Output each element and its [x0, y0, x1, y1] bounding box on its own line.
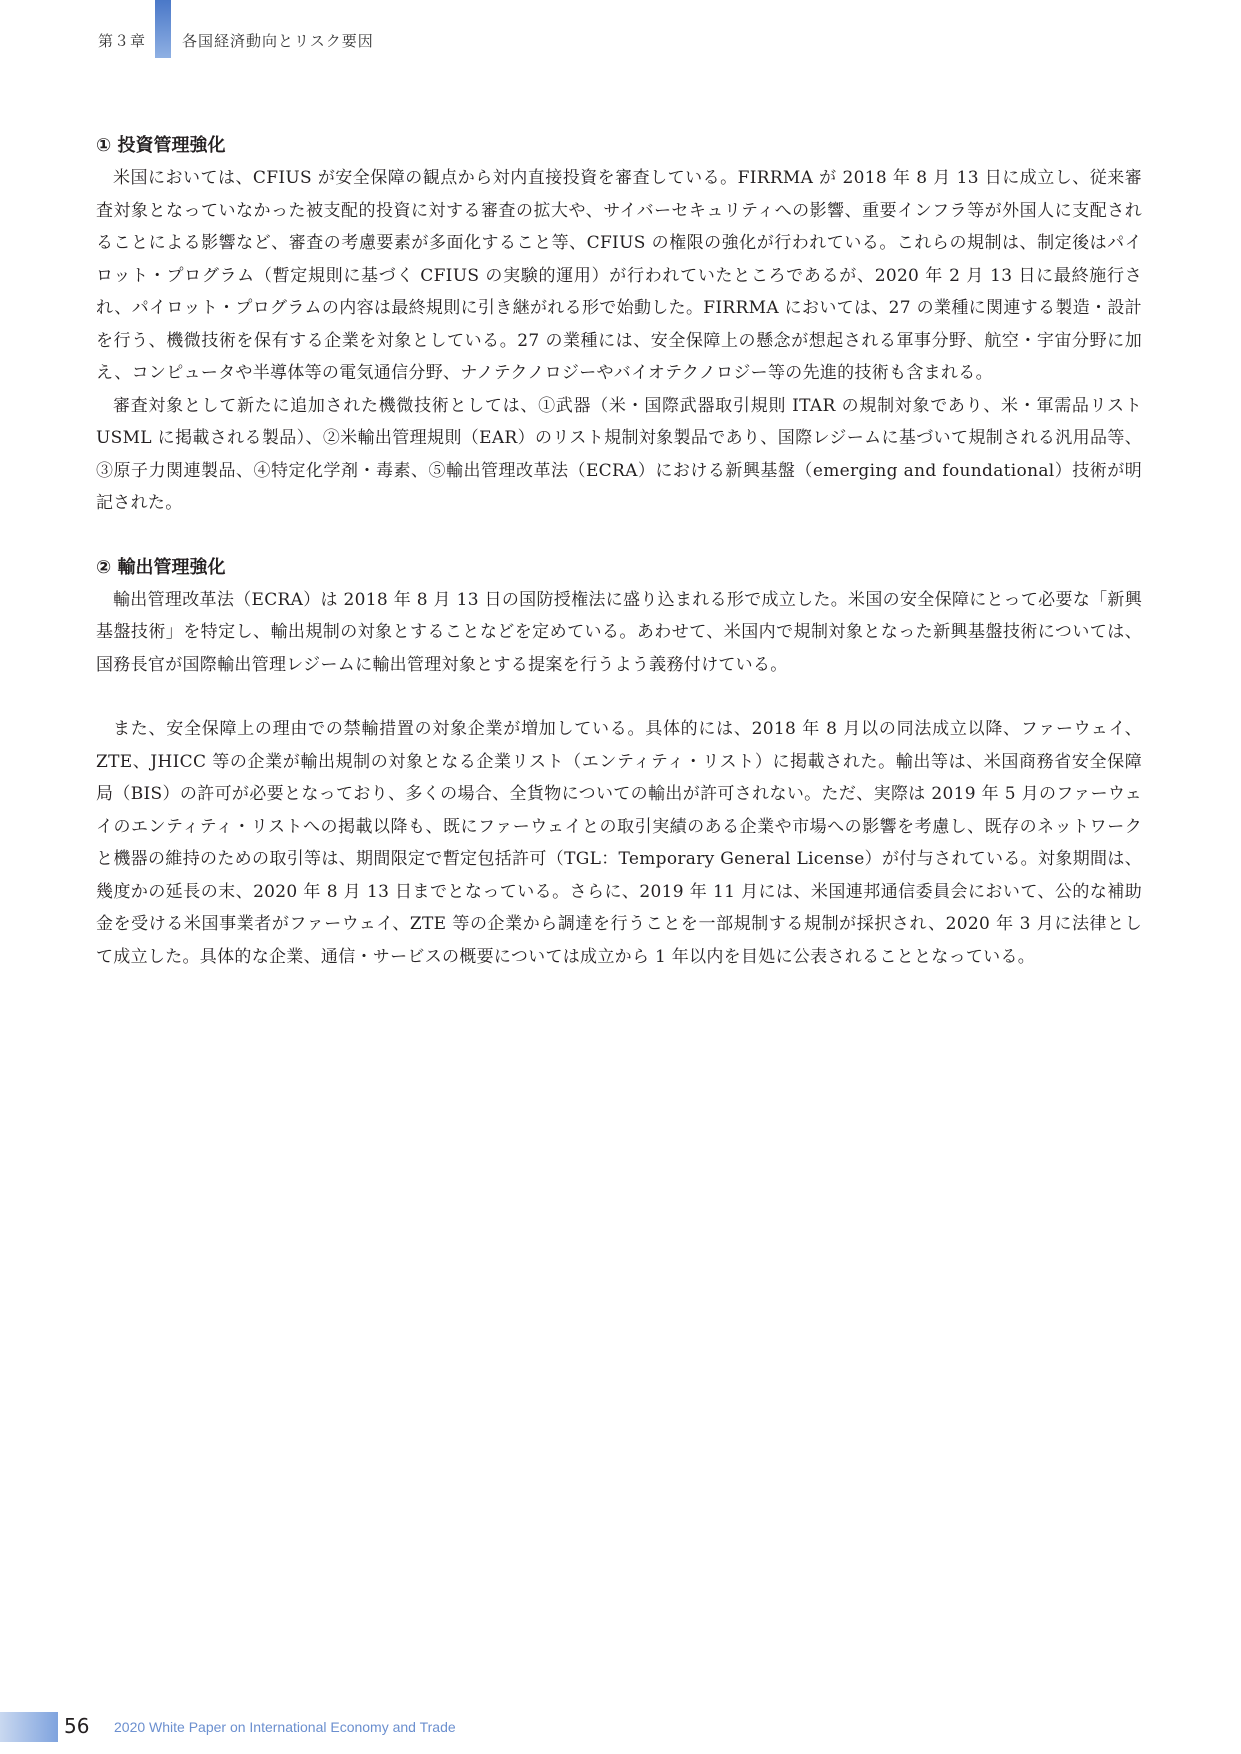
page-number: 56 [64, 1714, 90, 1738]
section-export-control [96, 552, 1142, 974]
section-spacer [96, 520, 1142, 552]
body-paragraph: 米国においては、CFIUS が安全保障の観点から対内直接投資を審査している。FIRRMA が 2018 年 8 月 13 日に成立し、従来審査対象となっていなかった被支配的投資に対する審査の拡大や、サイバーセキュリティへの影響、重要インフラ等が外国人に支配されることによる影響など、審査の考慮要素が多面化すること等、CFIUS の権限の強化が行われている。これらの規制は、制定後はパイロット・プログラム（暫定規則に基づく CFIUS の実験的運用）が行われていたところであるが、2020 年 2 月 13 日に最終施行され、パイロット・プログラムの内容は最終規則に引き継がれる形で始動した。FIRRMA においては、27 の業種に関連する製造・設計を行う、機微技術を保有する企業を対象としている。27 の業種には、安全保障上の懸念が想起される軍事分野、航空・宇宙分野に加え、コンピュータや半導体等の電気通信分野、ナノテクノロジーやバイオテクノロジー等の先進的技術も含まれる。 [96, 168, 1142, 383]
chapter-title: 各国経済動向とリスク要因 [182, 32, 374, 50]
chapter-label: 第３章 [98, 32, 147, 50]
section-investment-control [96, 130, 1142, 520]
page-footer [0, 1712, 1241, 1742]
publication-title: 2020 White Paper on International Economy and Trade [114, 1719, 456, 1735]
body-paragraph: また、安全保障上の理由での禁輸措置の対象企業が増加している。具体的には、2018 年 8 月以の同法成立以降、ファーウェイ、ZTE、JHICC 等の企業が輸出規制の対象となる企業リスト（エンティティ・リスト）に掲載された。輸出等は、米国商務省安全保障局（BIS）の許可が必要となっており、多くの場合、全貨物についての輸出が許可されない。ただ、実際は 2019 年 5 月のファーウェイのエンティティ・リストへの掲載以降も、既にファーウェイとの取引実績のある企業や市場への影響を考慮し、既存のネットワークと機器の維持のための取引等は、期間限定で暫定包括許可（TGL：Temporary General License）が付与されている。対象期間は、幾度かの延長の末、2020 年 8 月 13 日までとなっている。さらに、2019 年 11 月には、米国連邦通信委員会において、公的な補助金を受ける米国事業者がファーウェイ、ZTE 等の企業から調達を行うことを一部規制する規制が採択され、2020 年 3 月に法律として成立した。具体的な企業、通信・サービスの概要については成立から 1 年以内を目処に公表されることとなっている。 [96, 719, 1142, 967]
body-paragraph: 審査対象として新たに追加された機微技術としては、①武器（米・国際武器取引規則 ITAR の規制対象であり、米・軍需品リスト USML に掲載される製品）、②米輸出管理規則（EAR）のリスト規制対象製品であり、国際レジームに基づいて規制される汎用品等、③原子力関連製品、④特定化学剤・毒素、⑤輸出管理改革法（ECRA）における新興基盤（emerging and foundational）技術が明記された。 [96, 395, 1142, 513]
body-paragraph: 輸出管理改革法（ECRA）は 2018 年 8 月 13 日の国防授権法に盛り込まれる形で成立した。米国の安全保障にとって必要な「新興基盤技術」を特定し、輸出規制の対象とすることなどを定めている。あわせて、米国内で規制対象となった新興基盤技術については、国務長官が国際輸出管理レジームに輸出管理対象とする提案を行うよう義務付けている。 [96, 589, 1142, 675]
paragraph-spacer [96, 681, 1142, 713]
page-header [0, 0, 1241, 60]
section-heading: ① 投資管理強化 [96, 135, 226, 156]
main-content [96, 130, 1142, 973]
chapter-accent-bar [155, 0, 171, 58]
section-heading: ② 輸出管理強化 [96, 556, 226, 578]
footer-accent-bar [0, 1712, 58, 1742]
